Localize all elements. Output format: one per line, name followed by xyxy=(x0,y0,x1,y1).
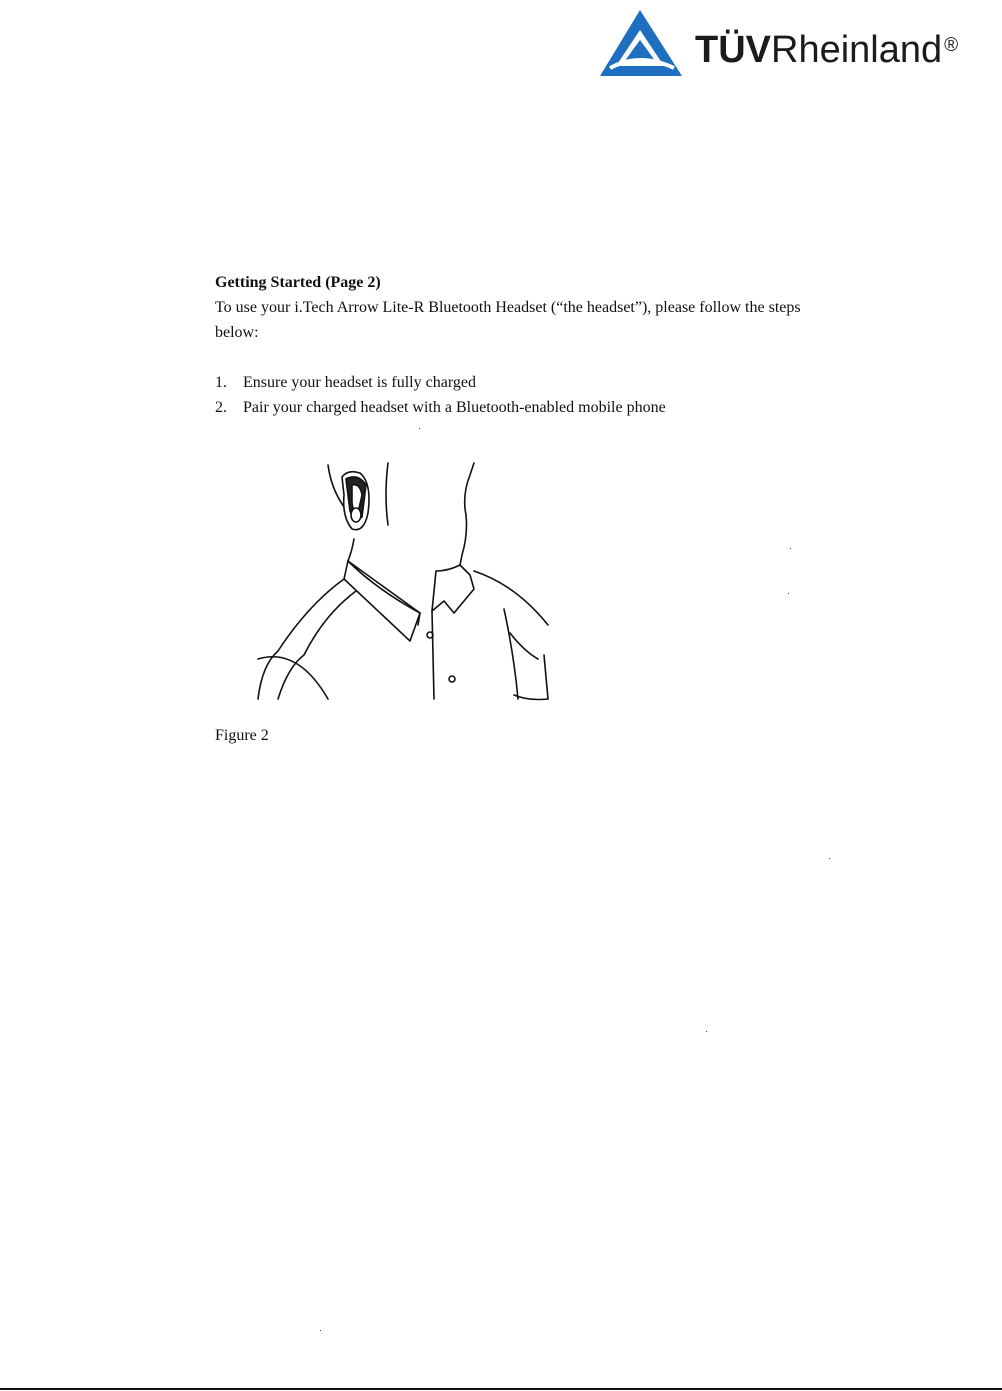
steps-list xyxy=(215,370,815,420)
scan-speck xyxy=(790,548,791,549)
registered-mark: ® xyxy=(944,35,959,56)
logo-bold-text: TÜV xyxy=(695,29,771,71)
logo-wordmark xyxy=(695,30,958,70)
document-body xyxy=(215,270,815,420)
step-text: Ensure your headset is fully charged xyxy=(243,374,476,391)
scan-speck xyxy=(419,428,420,429)
figure-caption: Figure 2 xyxy=(215,727,269,744)
scan-speck xyxy=(829,858,830,859)
scan-speck xyxy=(320,1330,321,1331)
headset-illustration xyxy=(248,455,554,705)
tuv-rheinland-logo xyxy=(600,8,998,80)
triangle-logo-icon xyxy=(600,8,686,80)
scan-speck xyxy=(706,1031,707,1032)
intro-paragraph: To use your i.Tech Arrow Lite-R Bluetooth Headset (“the headset”), please follow the steps below: xyxy=(215,299,801,341)
step-text: Pair your charged headset with a Bluetooth-enabled mobile phone xyxy=(243,399,666,416)
footer-divider xyxy=(0,1388,1002,1390)
list-item xyxy=(215,370,815,395)
section-heading: Getting Started (Page 2) xyxy=(215,274,381,291)
logo-light-text: Rheinland xyxy=(771,29,943,71)
scan-speck xyxy=(788,593,789,594)
list-item xyxy=(215,395,815,420)
step-number: 2. xyxy=(215,399,227,416)
step-number: 1. xyxy=(215,374,227,391)
